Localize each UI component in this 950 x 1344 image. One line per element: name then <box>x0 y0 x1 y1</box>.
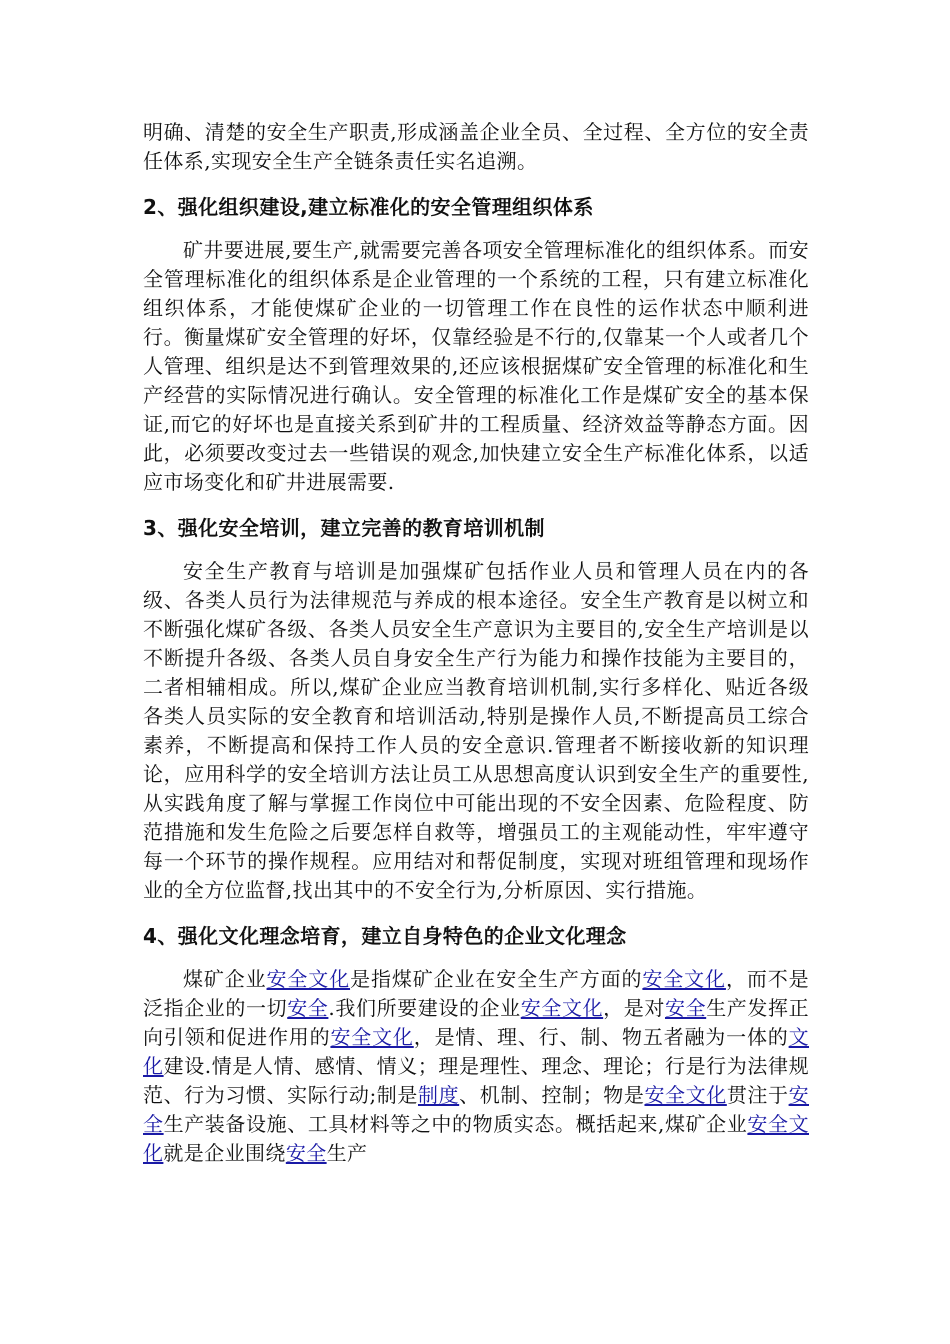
paragraph-text-segment: .我们所要建设的企业 <box>328 996 521 1020</box>
inline-link[interactable]: 安全文化 <box>642 967 726 991</box>
paragraph-text-segment: 就是企业围绕 <box>163 1141 286 1165</box>
inline-link[interactable]: 安全文化 <box>143 1112 809 1165</box>
inline-link[interactable]: 安全文化 <box>330 1025 414 1049</box>
paragraph-text-segment: 建设.情是人情、感情、情义；理是理性、理念、理论；行是行为法律规范、行为习惯、实际行动;制是 <box>143 1054 809 1107</box>
paragraph-text-segment: 生产 <box>326 1141 368 1165</box>
inline-link[interactable]: 安全文化 <box>266 967 351 991</box>
paragraph-text-segment: 煤矿企业 <box>183 967 267 991</box>
paragraph-text-segment: ，是情、理、行、制、物五者融为一体的 <box>413 1025 789 1049</box>
paragraph-safety-culture <box>143 965 809 1168</box>
document-page <box>143 118 809 1168</box>
inline-link[interactable]: 制度 <box>417 1083 460 1107</box>
heading-culture-cultivation: 4、强化文化理念培育，建立自身特色的企业文化理念 <box>143 924 627 948</box>
paragraph-text-segment: 贯注于 <box>726 1083 789 1107</box>
inline-link[interactable]: 安全文化 <box>520 996 604 1020</box>
paragraph-text-segment: 生产装备设施、工具材料等之中的物质实态。概括起来,煤矿企业 <box>163 1112 748 1136</box>
paragraph-text-segment: 是指煤矿企业在安全生产方面的 <box>350 967 643 991</box>
paragraph-text-segment: ，而不是泛指企业的一切 <box>143 967 809 1020</box>
paragraph-text-segment: 、机制、控制；物是 <box>459 1083 645 1107</box>
paragraph-organization-building: 矿井要进展,要生产,就需要完善各项安全管理标准化的组织体系。而安全管理标准化的组织体系是企业管理的一个系统的工程，只有建立标准化组织体系，才能使煤矿企业的一切管理工作在良性的运作状态中顺利进行。衡量煤矿安全管理的好坏，仅靠经验是不行的,仅靠某一个人或者几个人管理、组织是达不到管理效果的,还应该根据煤矿安全管理的标准化和生产经营的实际情况进行确认。安全管理的标准化工作是煤矿安全的基本保证,而它的好坏也是直接关系到矿井的工程质量、经济效益等静态方面。因此，必须要改变过去一些错误的观念,加快建立安全生产标准化体系，以适应市场变化和矿井进展需要. <box>143 238 809 494</box>
inline-link[interactable]: 安全文化 <box>644 1083 727 1107</box>
paragraph-safety-training: 安全生产教育与培训是加强煤矿包括作业人员和管理人员在内的各级、各类人员行为法律规范与养成的根本途径。安全生产教育是以树立和不断强化煤矿各级、各类人员安全生产意识为主要目的,安全生产培训是以不断提升各级、各类人员自身安全生产行为能力和操作技能为主要目的，二者相辅相成。所以,煤矿企业应当教育培训机制,实行多样化、贴近各级各类人员实际的安全教育和培训活动,特别是操作人员,不断提高员工综合素养，不断提高和保持工作人员的安全意识.管理者不断接收新的知识理论，应用科学的安全培训方法让员工从思想高度认识到安全生产的重要性,从实践角度了解与掌握工作岗位中可能出现的不安全因素、危险程度、防范措施和发生危险之后要怎样自救等，增强员工的主观能动性，牢牢遵守每一个环节的操作规程。应用结对和帮促制度，实现对班组管理和现场作业的全方位监督,找出其中的不安全行为,分析原因、实行措施。 <box>143 559 809 902</box>
inline-link[interactable]: 文化 <box>143 1025 810 1078</box>
heading-safety-training: 3、强化安全培训，建立完善的教育培训机制 <box>143 516 545 540</box>
heading-organization-building: 2、强化组织建设,建立标准化的安全管理组织体系 <box>143 195 594 219</box>
paragraph-responsibility-continued: 明确、清楚的安全生产职责,形成涵盖企业全员、全过程、全方位的安全责任体系,实现安全生产全链条责任实名追溯。 <box>143 120 809 173</box>
inline-link[interactable]: 安全 <box>143 1083 809 1136</box>
inline-link[interactable]: 安全 <box>285 1141 327 1165</box>
inline-link[interactable]: 安全 <box>287 996 329 1020</box>
paragraph-text-segment: ，是对 <box>603 996 665 1020</box>
inline-link[interactable]: 安全 <box>664 996 707 1020</box>
paragraph-text-segment: 生产发挥正向引领和促进作用的 <box>143 996 809 1049</box>
